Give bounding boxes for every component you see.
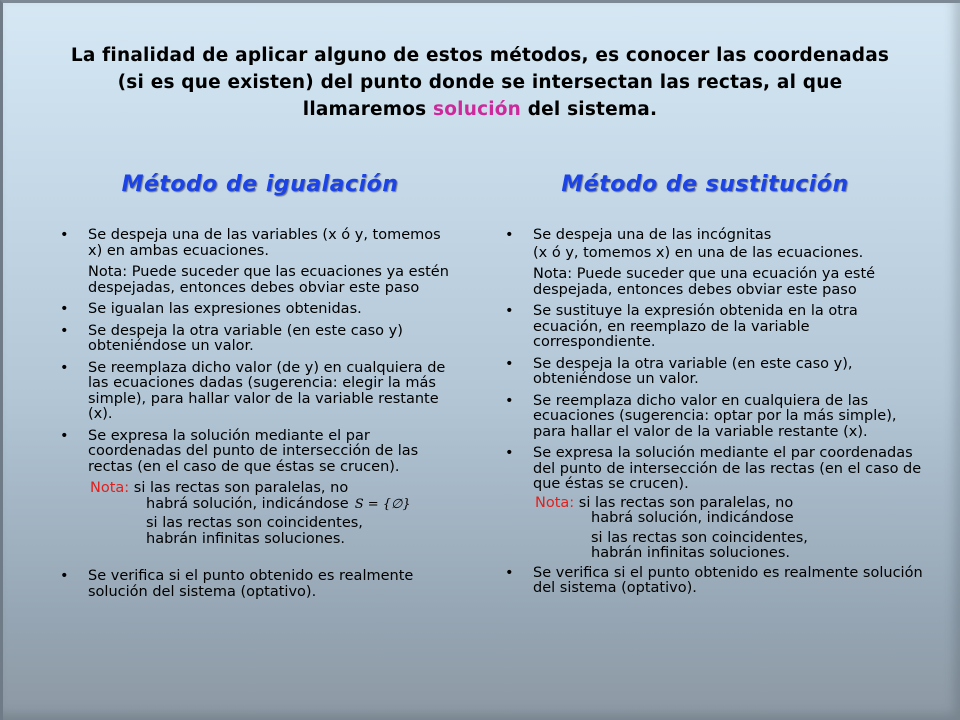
title-metodo-igualacion: Método de igualación (121, 172, 399, 197)
step-text: Se verifica si el punto obtenido es realmente solución del sistema (optativo). (88, 568, 414, 600)
step-text: Se expresa la solución mediante el par coordenadas del punto de intersección de las rectas (en el caso de que éstas se crucen). (88, 427, 419, 475)
bullet: • (60, 301, 69, 317)
sustitucion-steps (505, 228, 925, 244)
note-line (60, 481, 450, 497)
bullet: • (505, 392, 514, 409)
igualacion-steps-continued (60, 302, 450, 475)
step-text: Se reemplaza dicho valor (de y) en cualquiera de las ecuaciones dadas (sugerencia: elegir la más simple), para hallar valor de la variable restante (x). (88, 359, 446, 422)
bullet: • (60, 427, 69, 444)
list-item (505, 446, 925, 493)
igualacion-steps (60, 228, 450, 259)
bullet: • (60, 322, 69, 339)
list-item (60, 429, 450, 476)
step-text: Se despeja una de las incógnitas (533, 227, 772, 243)
spacer (60, 547, 450, 569)
note-line (505, 496, 925, 512)
list-item (505, 228, 925, 244)
intro-text-start: La finalidad de aplicar alguno de estos métodos, es conocer las coordenadas (si es que existen) del punto donde se intersectan las rectas, al que llamaremos (70, 45, 890, 120)
note-line (505, 511, 925, 527)
step-text: Se igualan las expresiones obtenidas. (88, 301, 362, 317)
sustitucion-steps-continued (505, 304, 925, 493)
intro-paragraph (70, 42, 890, 123)
note-line (60, 516, 450, 532)
note-label: Nota: (535, 494, 575, 511)
step-text: Se expresa la solución mediante el par coordenadas del punto de intersección de las rectas (en el caso de que éstas se crucen). (533, 445, 922, 492)
note-text: habrá solución, indicándose (591, 510, 794, 526)
note-line (60, 497, 450, 513)
intro-text-end: del sistema. (521, 99, 658, 120)
note-line (505, 546, 925, 562)
bullet: • (505, 445, 514, 461)
intro-highlight-solucion: solución (433, 99, 522, 120)
note-label: Nota: (90, 480, 130, 496)
list-item (505, 357, 925, 388)
step-text: Se despeja una de las variables (x ó y, tomemos x) en ambas ecuaciones. (88, 227, 441, 259)
igualacion-column (60, 228, 450, 606)
step-text: Se verifica si el punto obtenido es realmente solución del sistema (optativo). (533, 564, 923, 596)
step-note: Nota: Puede suceder que las ecuaciones ya estén despejadas, entonces debes obviar este paso (88, 264, 449, 296)
step-continuation: (x ó y, tomemos x) en una de las ecuaciones. (533, 244, 864, 261)
step-note: Nota: Puede suceder que una ecuación ya esté despejada, entonces debes obviar este paso (533, 266, 876, 298)
list-item (505, 566, 925, 597)
title-metodo-sustitucion: Método de sustitución (561, 172, 849, 197)
note-text: si las rectas son coincidentes, (591, 529, 808, 546)
igualacion-final-step (60, 569, 450, 600)
bullet: • (505, 564, 514, 581)
list-item (60, 324, 450, 355)
note-line (505, 531, 925, 547)
list-item (60, 361, 450, 423)
list-item (60, 302, 450, 318)
bullet: • (505, 303, 514, 319)
step-text: Se despeja la otra variable (en este caso y) obteniéndose un valor. (88, 322, 403, 354)
note-text: si las rectas son coincidentes, (146, 515, 363, 531)
step-text: Se despeja la otra variable (en este caso y), obteniéndose un valor. (533, 355, 853, 387)
note-text: habrán infinitas soluciones. (146, 530, 346, 547)
note-text: habrá solución, indicándose (146, 495, 349, 512)
bullet: • (60, 568, 69, 584)
list-item (60, 569, 450, 600)
step-text: Se reemplaza dicho valor en cualquiera de las ecuaciones (sugerencia: optar por la más simple), para hallar el valor de la variable restante (x). (533, 392, 897, 440)
note-text: si las rectas son paralelas, no (574, 494, 794, 511)
note-text: si las rectas son paralelas, no (129, 480, 349, 496)
bullet: • (60, 227, 69, 243)
note-text: habrán infinitas soluciones. (591, 545, 791, 561)
bullet: • (60, 359, 69, 376)
bullet: • (505, 227, 514, 243)
list-item (60, 228, 450, 259)
empty-set-formula: S = {∅} (354, 496, 411, 512)
note-line (60, 532, 450, 548)
step-text: Se sustituye la expresión obtenida en la otra ecuación, en reemplazo de la variable correspondiente. (533, 303, 858, 350)
list-item (505, 394, 925, 441)
sustitucion-column (505, 228, 925, 603)
bullet: • (505, 355, 514, 372)
sustitucion-final-step (505, 566, 925, 597)
list-item (505, 304, 925, 351)
